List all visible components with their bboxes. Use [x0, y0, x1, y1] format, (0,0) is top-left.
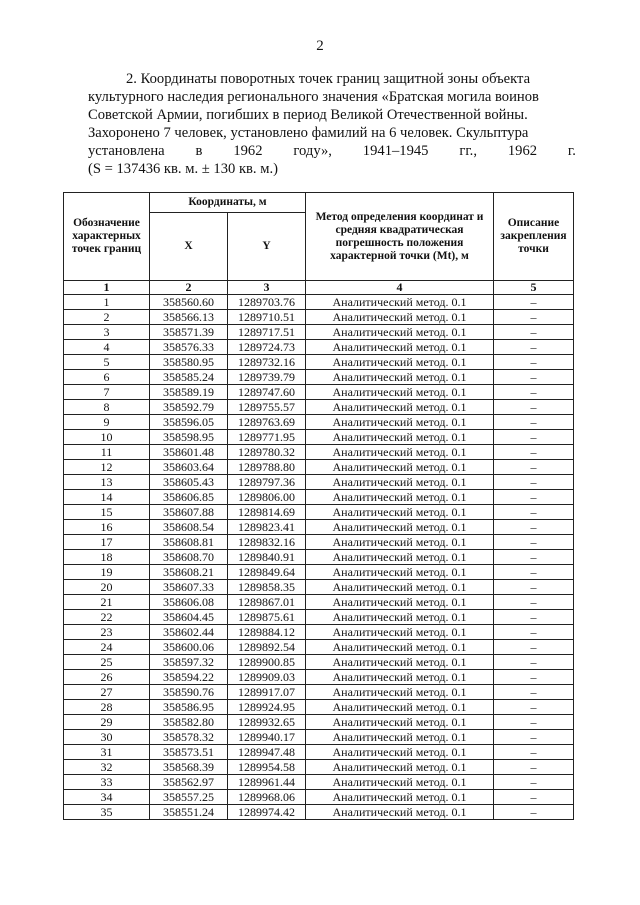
x-coordinate: 358580.95 — [150, 355, 228, 370]
point-number: 11 — [64, 445, 150, 460]
header-description: Описание закрепления точки — [494, 193, 574, 281]
heading-word: г. — [567, 143, 576, 159]
method-cell: Аналитический метод. 0.1 — [306, 625, 494, 640]
description-cell: – — [494, 460, 574, 475]
heading-word: году», — [293, 143, 332, 159]
heading-word: гг., — [459, 143, 477, 159]
x-coordinate: 358568.39 — [150, 760, 228, 775]
description-cell: – — [494, 760, 574, 775]
point-number: 26 — [64, 670, 150, 685]
table-row — [64, 325, 574, 340]
point-number: 15 — [64, 505, 150, 520]
x-coordinate: 358606.08 — [150, 595, 228, 610]
description-cell: – — [494, 295, 574, 310]
x-coordinate: 358608.70 — [150, 550, 228, 565]
table-row — [64, 355, 574, 370]
method-cell: Аналитический метод. 0.1 — [306, 400, 494, 415]
table-row — [64, 805, 574, 820]
point-number: 9 — [64, 415, 150, 430]
column-number: 3 — [228, 281, 306, 295]
y-coordinate: 1289875.61 — [228, 610, 306, 625]
description-cell: – — [494, 730, 574, 745]
table-row — [64, 760, 574, 775]
table-row — [64, 490, 574, 505]
table-row — [64, 655, 574, 670]
coordinates-table — [63, 192, 574, 820]
point-number: 16 — [64, 520, 150, 535]
point-number: 5 — [64, 355, 150, 370]
table-row — [64, 790, 574, 805]
method-cell: Аналитический метод. 0.1 — [306, 550, 494, 565]
point-number: 20 — [64, 580, 150, 595]
description-cell: – — [494, 355, 574, 370]
table-row — [64, 745, 574, 760]
description-cell: – — [494, 490, 574, 505]
y-coordinate: 1289947.48 — [228, 745, 306, 760]
x-coordinate: 358608.21 — [150, 565, 228, 580]
point-number: 21 — [64, 595, 150, 610]
table-row — [64, 685, 574, 700]
table-row — [64, 580, 574, 595]
description-cell: – — [494, 700, 574, 715]
method-cell: Аналитический метод. 0.1 — [306, 340, 494, 355]
point-number: 10 — [64, 430, 150, 445]
y-coordinate: 1289763.69 — [228, 415, 306, 430]
section-heading — [88, 70, 576, 178]
column-number: 4 — [306, 281, 494, 295]
method-cell: Аналитический метод. 0.1 — [306, 505, 494, 520]
method-cell: Аналитический метод. 0.1 — [306, 775, 494, 790]
heading-line: Захоронено 7 человек, установлено фамилий на 6 человек. Скульптура — [88, 125, 529, 141]
y-coordinate: 1289924.95 — [228, 700, 306, 715]
description-cell: – — [494, 445, 574, 460]
x-coordinate: 358607.33 — [150, 580, 228, 595]
y-coordinate: 1289710.51 — [228, 310, 306, 325]
table-row — [64, 415, 574, 430]
table-row — [64, 445, 574, 460]
column-number: 1 — [64, 281, 150, 295]
description-cell: – — [494, 505, 574, 520]
y-coordinate: 1289974.42 — [228, 805, 306, 820]
method-cell: Аналитический метод. 0.1 — [306, 475, 494, 490]
x-coordinate: 358601.48 — [150, 445, 228, 460]
table-row — [64, 715, 574, 730]
heading-line: (S = 137436 кв. м. ± 130 кв. м.) — [88, 161, 278, 177]
y-coordinate: 1289771.95 — [228, 430, 306, 445]
y-coordinate: 1289917.07 — [228, 685, 306, 700]
y-coordinate: 1289858.35 — [228, 580, 306, 595]
y-coordinate: 1289739.79 — [228, 370, 306, 385]
x-coordinate: 358596.05 — [150, 415, 228, 430]
x-coordinate: 358590.76 — [150, 685, 228, 700]
x-coordinate: 358557.25 — [150, 790, 228, 805]
x-coordinate: 358566.13 — [150, 310, 228, 325]
description-cell: – — [494, 580, 574, 595]
point-number: 3 — [64, 325, 150, 340]
x-coordinate: 358603.64 — [150, 460, 228, 475]
description-cell: – — [494, 400, 574, 415]
x-coordinate: 358606.85 — [150, 490, 228, 505]
y-coordinate: 1289954.58 — [228, 760, 306, 775]
y-coordinate: 1289732.16 — [228, 355, 306, 370]
method-cell: Аналитический метод. 0.1 — [306, 370, 494, 385]
table-row — [64, 520, 574, 535]
method-cell: Аналитический метод. 0.1 — [306, 565, 494, 580]
y-coordinate: 1289797.36 — [228, 475, 306, 490]
description-cell: – — [494, 385, 574, 400]
point-number: 17 — [64, 535, 150, 550]
heading-word: в — [195, 143, 203, 159]
point-number: 35 — [64, 805, 150, 820]
header-x: X — [150, 213, 228, 281]
table-row — [64, 670, 574, 685]
y-coordinate: 1289832.16 — [228, 535, 306, 550]
description-cell: – — [494, 640, 574, 655]
method-cell: Аналитический метод. 0.1 — [306, 580, 494, 595]
y-coordinate: 1289747.60 — [228, 385, 306, 400]
x-coordinate: 358586.95 — [150, 700, 228, 715]
y-coordinate: 1289884.12 — [228, 625, 306, 640]
column-number: 5 — [494, 281, 574, 295]
point-number: 12 — [64, 460, 150, 475]
method-cell: Аналитический метод. 0.1 — [306, 745, 494, 760]
heading-line: культурного наследия регионального значения «Братская могила воинов — [88, 89, 539, 105]
x-coordinate: 358571.39 — [150, 325, 228, 340]
method-cell: Аналитический метод. 0.1 — [306, 730, 494, 745]
x-coordinate: 358600.06 — [150, 640, 228, 655]
y-coordinate: 1289867.01 — [228, 595, 306, 610]
description-cell: – — [494, 565, 574, 580]
x-coordinate: 358573.51 — [150, 745, 228, 760]
method-cell: Аналитический метод. 0.1 — [306, 490, 494, 505]
header-y: Y — [228, 213, 306, 281]
point-number: 25 — [64, 655, 150, 670]
y-coordinate: 1289823.41 — [228, 520, 306, 535]
description-cell: – — [494, 685, 574, 700]
header-coords: Координаты, м — [150, 193, 306, 213]
method-cell: Аналитический метод. 0.1 — [306, 535, 494, 550]
y-coordinate: 1289840.91 — [228, 550, 306, 565]
heading-line: Советской Армии, погибших в период Великой Отечественной войны. — [88, 107, 528, 123]
table-row — [64, 550, 574, 565]
y-coordinate: 1289892.54 — [228, 640, 306, 655]
table-row — [64, 730, 574, 745]
description-cell: – — [494, 340, 574, 355]
table-row — [64, 595, 574, 610]
y-coordinate: 1289940.17 — [228, 730, 306, 745]
heading-word: установлена — [88, 143, 165, 159]
x-coordinate: 358598.95 — [150, 430, 228, 445]
point-number: 19 — [64, 565, 150, 580]
x-coordinate: 358589.19 — [150, 385, 228, 400]
x-coordinate: 358578.32 — [150, 730, 228, 745]
description-cell: – — [494, 655, 574, 670]
description-cell: – — [494, 625, 574, 640]
header-point: Обозначение характерных точек границ — [64, 193, 150, 281]
x-coordinate: 358608.54 — [150, 520, 228, 535]
header-method: Метод определения координат и средняя квадратическая погрешность положения характерной точки (Mt), м — [306, 193, 494, 281]
description-cell: – — [494, 805, 574, 820]
y-coordinate: 1289814.69 — [228, 505, 306, 520]
description-cell: – — [494, 535, 574, 550]
method-cell: Аналитический метод. 0.1 — [306, 610, 494, 625]
point-number: 1 — [64, 295, 150, 310]
table-row — [64, 370, 574, 385]
method-cell: Аналитический метод. 0.1 — [306, 355, 494, 370]
x-coordinate: 358604.45 — [150, 610, 228, 625]
x-coordinate: 358607.88 — [150, 505, 228, 520]
point-number: 7 — [64, 385, 150, 400]
description-cell: – — [494, 325, 574, 340]
method-cell: Аналитический метод. 0.1 — [306, 670, 494, 685]
description-cell: – — [494, 475, 574, 490]
table-row — [64, 385, 574, 400]
y-coordinate: 1289717.51 — [228, 325, 306, 340]
method-cell: Аналитический метод. 0.1 — [306, 415, 494, 430]
point-number: 23 — [64, 625, 150, 640]
method-cell: Аналитический метод. 0.1 — [306, 385, 494, 400]
point-number: 8 — [64, 400, 150, 415]
point-number: 27 — [64, 685, 150, 700]
y-coordinate: 1289703.76 — [228, 295, 306, 310]
point-number: 24 — [64, 640, 150, 655]
method-cell: Аналитический метод. 0.1 — [306, 325, 494, 340]
point-number: 28 — [64, 700, 150, 715]
table-row — [64, 700, 574, 715]
point-number: 22 — [64, 610, 150, 625]
y-coordinate: 1289932.65 — [228, 715, 306, 730]
x-coordinate: 358582.80 — [150, 715, 228, 730]
x-coordinate: 358560.60 — [150, 295, 228, 310]
description-cell: – — [494, 790, 574, 805]
method-cell: Аналитический метод. 0.1 — [306, 460, 494, 475]
point-number: 13 — [64, 475, 150, 490]
table-row — [64, 535, 574, 550]
table-row — [64, 310, 574, 325]
table-row — [64, 295, 574, 310]
table-row — [64, 400, 574, 415]
y-coordinate: 1289909.03 — [228, 670, 306, 685]
column-number-row — [64, 281, 574, 295]
method-cell: Аналитический метод. 0.1 — [306, 595, 494, 610]
x-coordinate: 358551.24 — [150, 805, 228, 820]
description-cell: – — [494, 550, 574, 565]
y-coordinate: 1289780.32 — [228, 445, 306, 460]
y-coordinate: 1289724.73 — [228, 340, 306, 355]
x-coordinate: 358608.81 — [150, 535, 228, 550]
table-row — [64, 505, 574, 520]
table-row — [64, 460, 574, 475]
method-cell: Аналитический метод. 0.1 — [306, 430, 494, 445]
point-number: 34 — [64, 790, 150, 805]
method-cell: Аналитический метод. 0.1 — [306, 790, 494, 805]
page-number: 2 — [316, 38, 324, 54]
y-coordinate: 1289900.85 — [228, 655, 306, 670]
x-coordinate: 358585.24 — [150, 370, 228, 385]
point-number: 2 — [64, 310, 150, 325]
y-coordinate: 1289755.57 — [228, 400, 306, 415]
method-cell: Аналитический метод. 0.1 — [306, 700, 494, 715]
point-number: 33 — [64, 775, 150, 790]
x-coordinate: 358576.33 — [150, 340, 228, 355]
point-number: 32 — [64, 760, 150, 775]
point-number: 6 — [64, 370, 150, 385]
method-cell: Аналитический метод. 0.1 — [306, 805, 494, 820]
table-row — [64, 610, 574, 625]
y-coordinate: 1289961.44 — [228, 775, 306, 790]
y-coordinate: 1289968.06 — [228, 790, 306, 805]
description-cell: – — [494, 310, 574, 325]
method-cell: Аналитический метод. 0.1 — [306, 685, 494, 700]
method-cell: Аналитический метод. 0.1 — [306, 445, 494, 460]
y-coordinate: 1289849.64 — [228, 565, 306, 580]
table-row — [64, 475, 574, 490]
column-number: 2 — [150, 281, 228, 295]
point-number: 31 — [64, 745, 150, 760]
heading-word: 1962 — [233, 143, 263, 159]
method-cell: Аналитический метод. 0.1 — [306, 715, 494, 730]
description-cell: – — [494, 370, 574, 385]
heading-line — [88, 142, 576, 160]
description-cell: – — [494, 415, 574, 430]
y-coordinate: 1289806.00 — [228, 490, 306, 505]
table-row — [64, 775, 574, 790]
method-cell: Аналитический метод. 0.1 — [306, 655, 494, 670]
description-cell: – — [494, 715, 574, 730]
table-row — [64, 430, 574, 445]
table-row — [64, 565, 574, 580]
x-coordinate: 358605.43 — [150, 475, 228, 490]
method-cell: Аналитический метод. 0.1 — [306, 520, 494, 535]
x-coordinate: 358594.22 — [150, 670, 228, 685]
table-row — [64, 640, 574, 655]
method-cell: Аналитический метод. 0.1 — [306, 640, 494, 655]
x-coordinate: 358602.44 — [150, 625, 228, 640]
x-coordinate: 358592.79 — [150, 400, 228, 415]
x-coordinate: 358597.32 — [150, 655, 228, 670]
point-number: 14 — [64, 490, 150, 505]
y-coordinate: 1289788.80 — [228, 460, 306, 475]
description-cell: – — [494, 775, 574, 790]
method-cell: Аналитический метод. 0.1 — [306, 760, 494, 775]
description-cell: – — [494, 595, 574, 610]
point-number: 4 — [64, 340, 150, 355]
table-row — [64, 625, 574, 640]
point-number: 18 — [64, 550, 150, 565]
method-cell: Аналитический метод. 0.1 — [306, 295, 494, 310]
heading-word: 1941–1945 — [362, 143, 429, 159]
method-cell: Аналитический метод. 0.1 — [306, 310, 494, 325]
description-cell: – — [494, 670, 574, 685]
description-cell: – — [494, 610, 574, 625]
heading-line: 2. Координаты поворотных точек границ защитной зоны объекта — [126, 71, 531, 87]
table-row — [64, 340, 574, 355]
description-cell: – — [494, 520, 574, 535]
x-coordinate: 358562.97 — [150, 775, 228, 790]
point-number: 29 — [64, 715, 150, 730]
description-cell: – — [494, 745, 574, 760]
description-cell: – — [494, 430, 574, 445]
point-number: 30 — [64, 730, 150, 745]
heading-word: 1962 — [507, 143, 538, 159]
